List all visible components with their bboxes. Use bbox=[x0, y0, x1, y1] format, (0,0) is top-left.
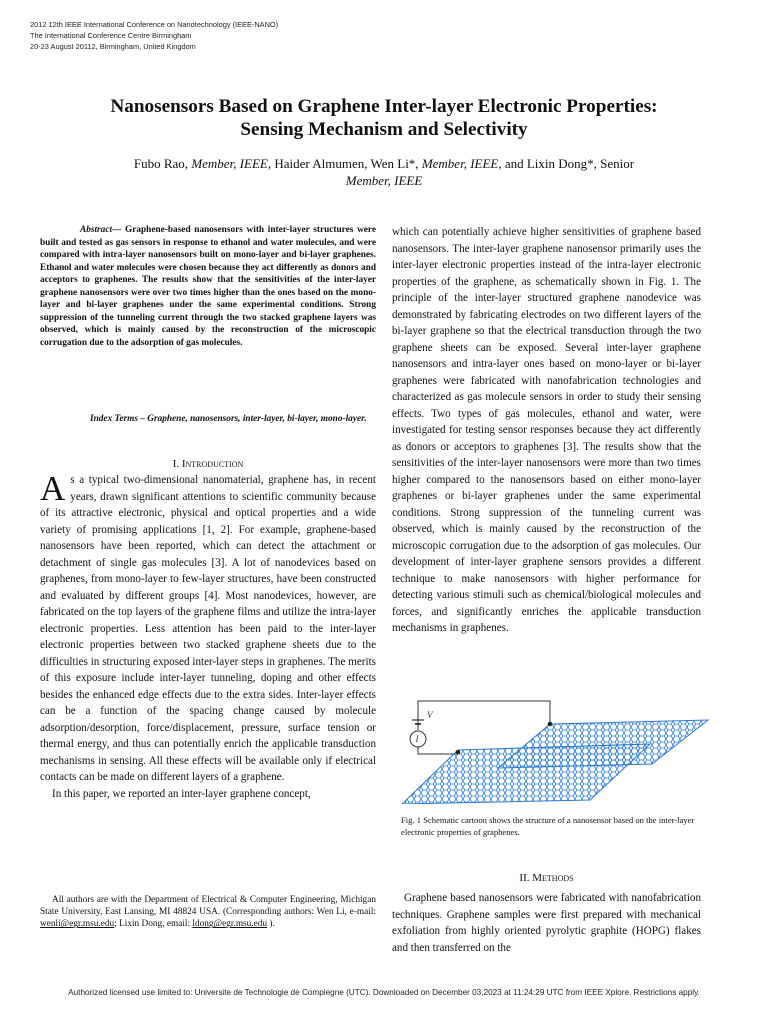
conference-line-1: 2012 12th IEEE International Conference on Nanotechnology (IEEE-NANO) bbox=[30, 20, 279, 29]
footnote-end: ). bbox=[267, 919, 275, 930]
title-line-2: Sensing Mechanism and Selectivity bbox=[240, 119, 528, 140]
license-footer: Authorized licensed use limited to: Universite de Technologie de Compiegne (UTC). Downloaded on December 03,2023 at 11:24:29 UTC from IEEE Xplore. Restrictions apply. bbox=[68, 988, 700, 997]
contact-bottom bbox=[456, 750, 461, 755]
right-column-text bbox=[392, 224, 701, 637]
author-1: Fubo Rao, bbox=[133, 156, 192, 171]
wire-bottom bbox=[418, 747, 458, 754]
conference-header bbox=[30, 19, 278, 52]
abstract bbox=[40, 224, 376, 349]
index-terms: Index Terms – Graphene, nanosensors, inter-layer, bi-layer, mono-layer. bbox=[90, 414, 367, 424]
section-2-title: Methods bbox=[532, 872, 574, 884]
current-label: I bbox=[415, 734, 419, 744]
author-2-3: Haider Almumen, Wen Li*, bbox=[271, 156, 422, 171]
section-2-number: II. bbox=[519, 872, 530, 884]
intro-paragraph-1-text: s a typical two-dimensional nanomaterial, graphene has, in recent years, drawn significant attentions to scientific community because of its attractive electronic, physical and optical properties and a wide variety of promising applications [1, 2]. For example, graphene-based nanosensors have been reported, which can detect the attachment or detachment of single gas molecules [3]. A lot of nanodevices based on graphenes, from mono-layer to few-layer structures, have been constructed and evaluated by different groups [4]. Most nanodevices, however, are fabricated on the top layers of the graphene films and utilize the intra-layer electronic properties. Less attention has been paid to the inter-layer electronic properties between two stacked graphene sheets due to the difficulties in structuring exposed inter-layer steps in graphenes. The merits of this exposure include inter-layer tunneling, doping and other effects besides the enhanced edge effects due to the extra sides. Inter-layer effects can be a function of the spacing change caused by molecule adsorption/desorption, force/displacement, pressure, surface tension or thermal energy, and thus can potentially enrich the applicable transduction mechanisms in sensing. All these effects will be available only if electrical contacts can be made on different layers of a graphene. bbox=[40, 474, 376, 783]
section-2-heading bbox=[392, 872, 701, 884]
title-line-1: Nanosensors Based on Graphene Inter-layer Electronic Properties: bbox=[110, 96, 658, 117]
email-link-ldong[interactable]: ldong@egr.msu.edu bbox=[192, 919, 268, 930]
author-list bbox=[60, 155, 708, 189]
methods-text bbox=[392, 890, 701, 956]
footnote-text: All authors are with the Department of Electrical & Computer Engineering, Michigan State University, East Lansing, MI 48824 USA. (Corresponding authors: Wen Li, e-mail: bbox=[40, 895, 376, 918]
graphene-schematic bbox=[400, 700, 710, 804]
section-1-number: I. bbox=[172, 458, 180, 470]
abstract-text: — Graphene-based nanosensors with inter-layer structures were built and tested as gas sensors in response to ethanol and water molecules, and were compared with intra-layer nanosensors built on mono-layer and bi-layer graphenes. Ethanol and water molecules were chosen because they act differently as donors and acceptors to graphenes. The results show that the sensitivities of the inter-layer graphene nanosensors were over two times higher than the ones based on the mono-layer and bi-layer graphenes under the same experimental conditions. Strong suppression of the tunneling current through the two stacked graphene layers was observed, which is mainly caused by the reconstruction of the microscopic corrugation due to the adsorption of gas molecules. bbox=[40, 225, 376, 348]
email-link-wenli[interactable]: wenli@egr.msu.edu bbox=[40, 919, 115, 930]
conference-line-2: The International Conference Centre Birmingham bbox=[30, 31, 192, 40]
figure-1 bbox=[400, 700, 710, 804]
methods-paragraph-1: Graphene based nanosensors were fabricated with nanofabrication techniques. Graphene samples were first prepared with mechanical exfoliation from highly oriented pyrolytic graphite (HOPG) flakes and then transferred on the bbox=[392, 892, 701, 954]
introduction bbox=[40, 469, 376, 802]
intro-paragraph-2: In this paper, we reported an inter-layer graphene concept, bbox=[52, 787, 311, 800]
right-paragraph-1: which can potentially achieve higher sensitivities of graphene based nanosensors. The inter-layer graphene nanosensor primarily uses the inter-layer electronic properties instead of the intra-layer electronic properties of the graphene, as schematically shown in Fig. 1. The principle of the inter-layer structured graphene nanodevice was demonstrated by fabricating electrodes on two different layers of the bi-layer graphene so that the electrical transduction through the two graphene sheets can be exposed. Several inter-layer graphene nanosensors and intra-layer ones based on mono-layer or bi-layer graphenes were fabricated with nanofabrication technologies and characterized as gas molecule sensors in order to study their sensing effects. Two types of gas molecules, ethanol and water, were investigated for testing sensor responses because they act differently as donors or acceptors to graphenes [3]. The results show that the sensitivities of the inter-layer nanosensors were more than two times higher compared to the nanosensors based on either mono-layer graphenes or bi-layer graphenes under the same experimental conditions. Strong suppression of the tunneling current was observed, which is mainly caused by the reconstruction of the microscopic corrugation due to the adsorption of gas molecules. Our development of inter-layer graphene sensors provides a different technique to make nanosensors with higher performance for detecting various stimuli such as chemical/biological molecules and forces, and significantly enriches the applicable transduction mechanisms in graphenes. bbox=[392, 226, 701, 634]
wire-top bbox=[418, 701, 550, 730]
abstract-label: Abstract bbox=[80, 225, 113, 235]
section-1-heading bbox=[40, 458, 376, 470]
conference-line-3: 20-23 August 20112, Birmingham, United Kingdom bbox=[30, 42, 196, 51]
author-4: and Lixin Dong*, Senior bbox=[501, 156, 635, 171]
figure-1-caption: Fig. 1 Schematic cartoon shows the structure of a nanosensor based on the inter-layer electronic properties of graphenes. bbox=[401, 815, 695, 837]
footnote-mid: ; Lixin Dong, email: bbox=[114, 919, 193, 930]
voltage-label: V bbox=[427, 710, 433, 720]
author-footnote bbox=[40, 894, 376, 931]
section-1-title: Introduction bbox=[181, 458, 244, 470]
drop-cap: A bbox=[40, 469, 66, 508]
author-1-membership: Member, IEEE, bbox=[191, 156, 272, 171]
author-3-membership: Member, IEEE, bbox=[421, 156, 502, 171]
author-4-membership: Member, IEEE bbox=[345, 173, 423, 188]
contact-top bbox=[548, 722, 553, 727]
graphene-sheet-bottom bbox=[402, 744, 650, 804]
paper-title bbox=[40, 95, 728, 141]
intro-paragraph-1 bbox=[40, 469, 376, 786]
